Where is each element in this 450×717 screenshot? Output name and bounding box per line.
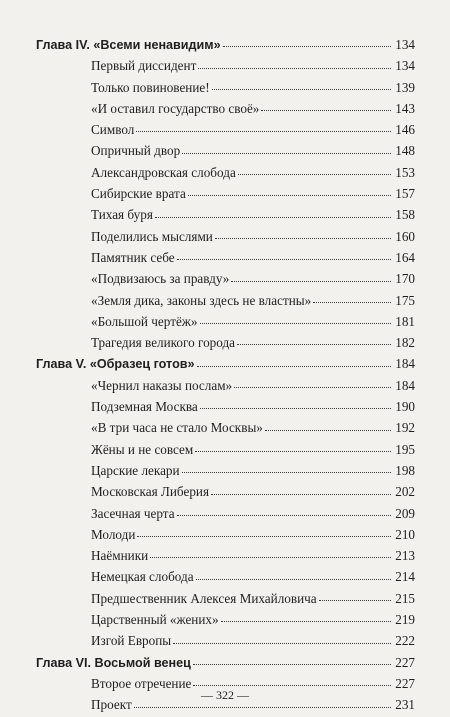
toc-title: Жёны и не совсем (91, 441, 194, 457)
toc-page: 190 (395, 399, 415, 415)
toc-page: 146 (395, 122, 415, 138)
toc-title: Московская Либерия (91, 484, 210, 500)
toc-page: 227 (395, 654, 415, 670)
toc-row (36, 140, 415, 161)
dot-leader (238, 173, 391, 175)
toc-title: Символ (91, 122, 135, 138)
toc-title: Первый диссидент (91, 58, 197, 74)
toc-title: Царственный «жених» (91, 612, 219, 628)
dot-leader (265, 429, 391, 431)
dot-leader (234, 386, 391, 388)
toc-page: 209 (395, 505, 415, 521)
toc-row (36, 652, 415, 673)
toc-row (36, 353, 415, 374)
toc-title: Немецкая слобода (91, 569, 194, 585)
toc-title: «И оставил государство своё» (91, 100, 260, 116)
toc-row (36, 609, 415, 630)
toc-title: Глава VI. Восьмой венец (36, 655, 191, 670)
toc-row (36, 98, 415, 119)
dot-leader (313, 301, 391, 303)
toc-title: «Подвизаюсь за правду» (91, 271, 230, 287)
dot-leader (221, 620, 391, 622)
toc-title: «Чернил наказы послам» (91, 377, 233, 393)
dot-leader (173, 642, 391, 644)
dot-leader (177, 514, 391, 516)
dot-leader (197, 365, 391, 367)
toc-page: 134 (395, 37, 415, 52)
toc-row (36, 77, 415, 98)
toc-title: Александровская слобода (91, 164, 236, 180)
dot-leader (231, 280, 391, 282)
dot-leader (200, 322, 391, 324)
toc-title: Подземная Москва (91, 399, 198, 415)
toc-title: Трагедия великого города (91, 335, 236, 351)
toc-row (36, 460, 415, 481)
toc-title: Засечная черта (91, 505, 175, 521)
toc-title: Только повиновение! (91, 79, 210, 95)
toc-row (36, 630, 415, 651)
dot-leader (193, 663, 391, 665)
toc-page: 182 (395, 335, 415, 351)
toc-title: Наёмники (91, 548, 149, 564)
toc-row (36, 524, 415, 545)
toc-row (36, 375, 415, 396)
toc-row (36, 417, 415, 438)
toc-row (36, 119, 415, 140)
toc-page: 148 (395, 143, 415, 159)
toc-page: 214 (395, 569, 415, 585)
toc-page: 143 (395, 100, 415, 116)
toc-page: 195 (395, 441, 415, 457)
dot-leader (134, 706, 391, 708)
dot-leader (182, 471, 391, 473)
dot-leader (215, 237, 391, 239)
toc-title: Изгой Европы (91, 633, 172, 649)
toc-row (36, 268, 415, 289)
table-of-contents (36, 34, 415, 716)
toc-row (36, 183, 415, 204)
dot-leader (319, 599, 391, 601)
toc-page: 192 (395, 420, 415, 436)
toc-title: Молоди (91, 526, 136, 542)
toc-page: 181 (395, 313, 415, 329)
toc-row (36, 311, 415, 332)
toc-row (36, 247, 415, 268)
toc-row (36, 396, 415, 417)
page-number: — 322 — (201, 688, 249, 702)
dot-leader (193, 684, 391, 686)
toc-title: «Большой чертёж» (91, 313, 198, 329)
dot-leader (200, 407, 391, 409)
toc-row (36, 566, 415, 587)
dot-leader (261, 109, 391, 111)
toc-row (36, 439, 415, 460)
toc-row (36, 226, 415, 247)
dot-leader (223, 45, 391, 47)
toc-row (36, 588, 415, 609)
dot-leader (136, 130, 391, 132)
toc-title: «В три часа не стало Москвы» (91, 420, 263, 436)
toc-title: Царские лекари (91, 462, 180, 478)
toc-title: Предшественник Алексея Михайловича (91, 590, 317, 606)
toc-row (36, 290, 415, 311)
toc-title: Глава IV. «Всеми ненавидим» (36, 38, 221, 52)
toc-title: Поделились мыслями (91, 228, 213, 244)
toc-title: Тихая буря (91, 207, 153, 223)
toc-title: Проект (91, 697, 132, 713)
dot-leader (195, 450, 391, 452)
toc-page: 202 (395, 484, 415, 500)
toc-row (36, 545, 415, 566)
toc-page: 222 (395, 633, 415, 649)
dot-leader (211, 493, 391, 495)
toc-page: 160 (395, 228, 415, 244)
toc-page: 184 (395, 377, 415, 393)
dot-leader (137, 535, 391, 537)
toc-page: 231 (395, 697, 415, 713)
dot-leader (177, 258, 391, 260)
toc-title: Опричный двор (91, 143, 181, 159)
toc-title: Глава V. «Образец готов» (36, 357, 195, 372)
toc-page: 157 (395, 186, 415, 202)
toc-page: 170 (395, 271, 415, 287)
dot-leader (182, 152, 391, 154)
toc-page: 198 (395, 462, 415, 478)
toc-page: 184 (395, 356, 415, 372)
toc-page: 227 (395, 675, 415, 691)
toc-row (36, 481, 415, 502)
toc-row (36, 34, 415, 55)
toc-page: 153 (395, 164, 415, 180)
dot-leader (237, 343, 391, 345)
toc-title: Памятник себе (91, 249, 175, 265)
toc-row (36, 332, 415, 353)
toc-page: 134 (395, 58, 415, 74)
dot-leader (155, 216, 391, 218)
dot-leader (196, 578, 391, 580)
toc-title: «Земля дика, законы здесь не властны» (91, 292, 312, 308)
toc-page: 139 (395, 79, 415, 95)
dot-leader (150, 556, 391, 558)
toc-title: Второе отречение (91, 675, 192, 691)
toc-page: 219 (395, 612, 415, 628)
dot-leader (212, 88, 391, 90)
dot-leader (198, 67, 391, 69)
toc-row (36, 55, 415, 76)
toc-page: 175 (395, 292, 415, 308)
toc-row (36, 162, 415, 183)
toc-page: 158 (395, 207, 415, 223)
toc-page: 164 (395, 249, 415, 265)
dot-leader (188, 194, 391, 196)
toc-row (36, 204, 415, 225)
toc-page: 213 (395, 548, 415, 564)
toc-row (36, 503, 415, 524)
toc-page: 210 (395, 526, 415, 542)
toc-page: 215 (395, 590, 415, 606)
toc-title: Сибирские врата (91, 186, 186, 202)
